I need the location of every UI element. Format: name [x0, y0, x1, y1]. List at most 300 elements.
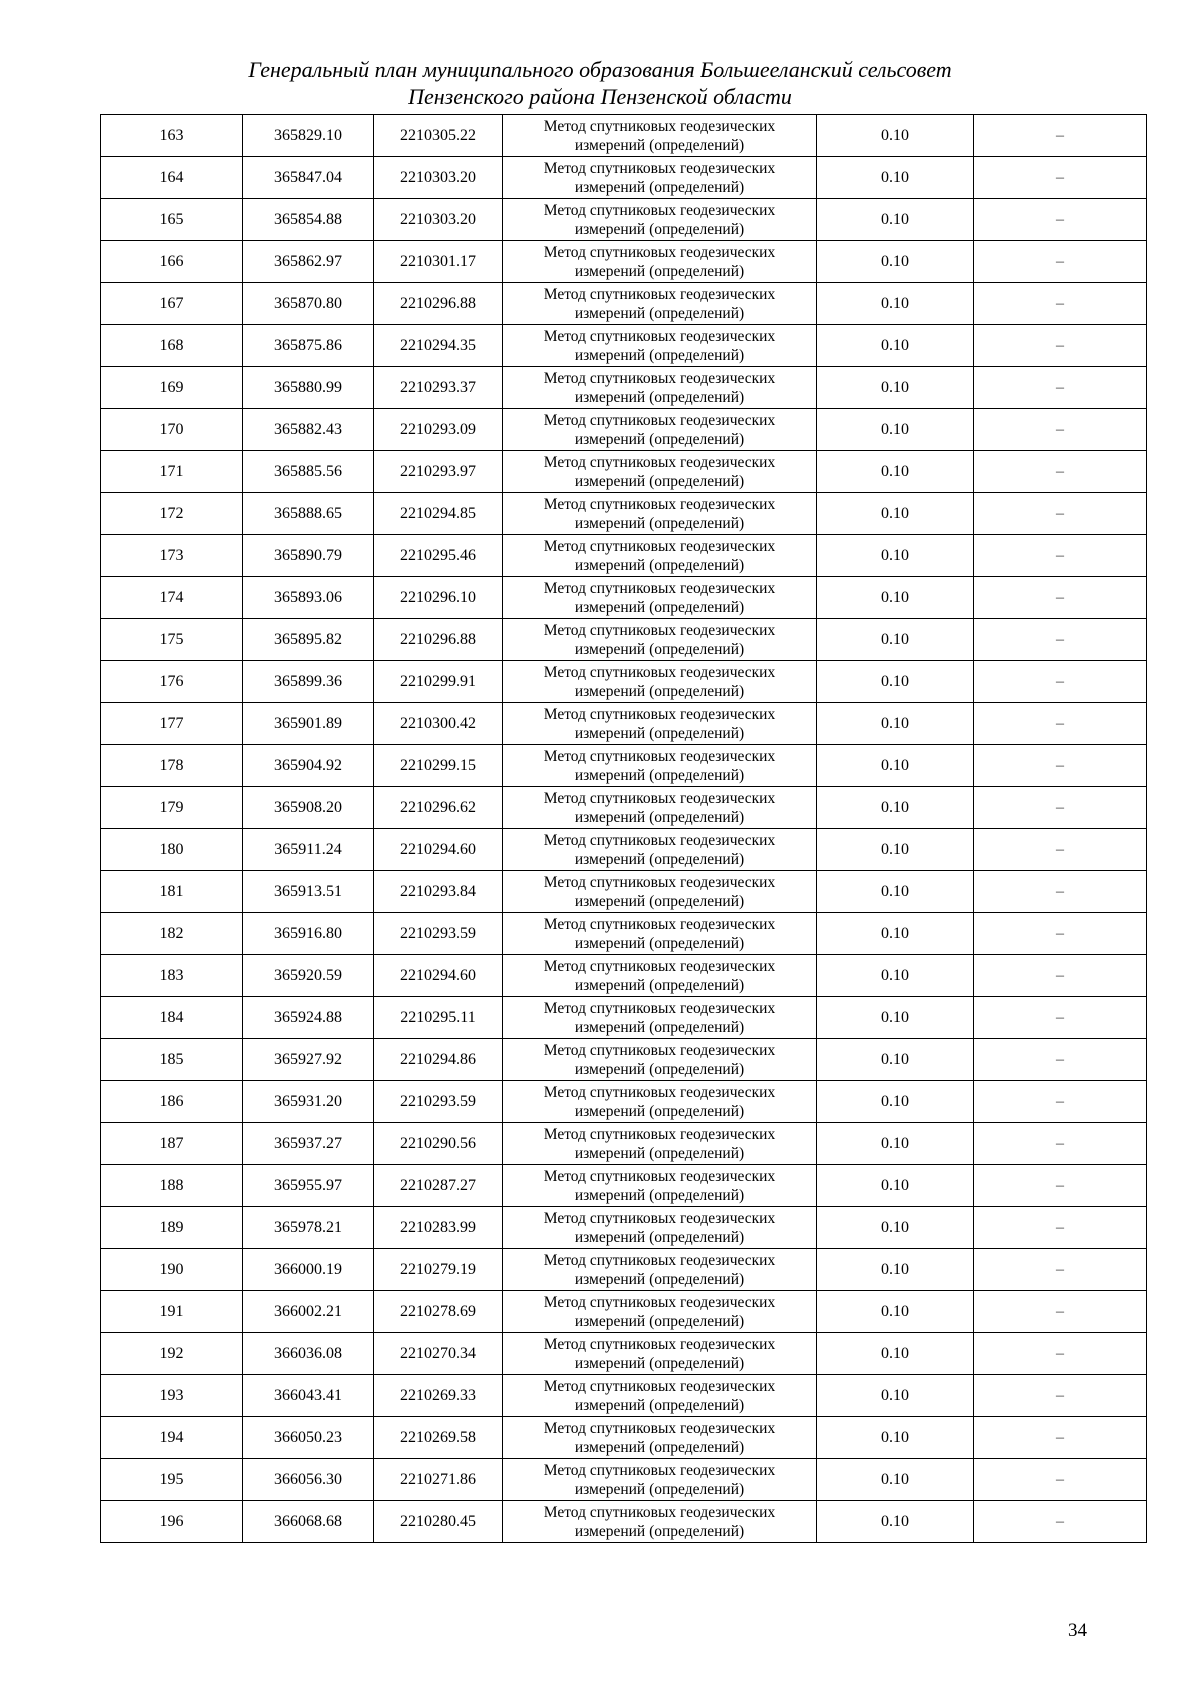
y-coordinate-cell: 2210295.46: [374, 535, 503, 577]
method-line-2: измерений (определений): [574, 1060, 745, 1078]
point-number-cell: 181: [101, 871, 243, 913]
accuracy-cell: 0.10: [817, 241, 974, 283]
description-cell: –: [974, 1207, 1147, 1249]
description-cell: –: [974, 913, 1147, 955]
method-line-1: Метод спутниковых геодезических: [543, 453, 776, 471]
method-line-1: Метод спутниковых геодезических: [543, 1083, 776, 1101]
description-cell: –: [974, 157, 1147, 199]
method-line-2: измерений (определений): [574, 808, 745, 826]
point-number-cell: 191: [101, 1291, 243, 1333]
description-cell: –: [974, 493, 1147, 535]
table-row: [101, 283, 1147, 325]
table-row: [101, 619, 1147, 661]
table-row: [101, 577, 1147, 619]
y-coordinate-cell: 2210299.15: [374, 745, 503, 787]
method-line-1: Метод спутниковых геодезических: [543, 705, 776, 723]
method-line-2: измерений (определений): [574, 1354, 745, 1372]
description-cell: –: [974, 829, 1147, 871]
x-coordinate-cell: 365895.82: [243, 619, 374, 661]
point-number-cell: 173: [101, 535, 243, 577]
x-coordinate-cell: 366050.23: [243, 1417, 374, 1459]
accuracy-cell: 0.10: [817, 325, 974, 367]
x-coordinate-cell: 365920.59: [243, 955, 374, 997]
table-row: [101, 745, 1147, 787]
method-cell: [503, 157, 817, 199]
accuracy-cell: 0.10: [817, 913, 974, 955]
method-line-1: Метод спутниковых геодезических: [543, 1335, 776, 1353]
accuracy-cell: 0.10: [817, 1249, 974, 1291]
x-coordinate-cell: 366043.41: [243, 1375, 374, 1417]
point-number-cell: 196: [101, 1501, 243, 1543]
accuracy-cell: 0.10: [817, 703, 974, 745]
accuracy-cell: 0.10: [817, 1081, 974, 1123]
table-row: [101, 787, 1147, 829]
method-cell: [503, 829, 817, 871]
description-cell: –: [974, 997, 1147, 1039]
table-row: [101, 997, 1147, 1039]
accuracy-cell: 0.10: [817, 1501, 974, 1543]
description-cell: –: [974, 1123, 1147, 1165]
point-number-cell: 184: [101, 997, 243, 1039]
method-cell: [503, 1123, 817, 1165]
description-cell: –: [974, 1249, 1147, 1291]
method-line-1: Метод спутниковых геодезических: [543, 999, 776, 1017]
x-coordinate-cell: 365890.79: [243, 535, 374, 577]
method-line-1: Метод спутниковых геодезических: [543, 201, 776, 219]
table-row: [101, 241, 1147, 283]
point-number-cell: 169: [101, 367, 243, 409]
point-number-cell: 183: [101, 955, 243, 997]
x-coordinate-cell: 365862.97: [243, 241, 374, 283]
method-cell: [503, 199, 817, 241]
table-row: [101, 955, 1147, 997]
description-cell: –: [974, 1039, 1147, 1081]
y-coordinate-cell: 2210296.10: [374, 577, 503, 619]
method-line-1: Метод спутниковых геодезических: [543, 915, 776, 933]
method-line-2: измерений (определений): [574, 724, 745, 742]
coordinates-table-body: [101, 115, 1147, 1543]
point-number-cell: 163: [101, 115, 243, 157]
y-coordinate-cell: 2210294.60: [374, 829, 503, 871]
x-coordinate-cell: 365854.88: [243, 199, 374, 241]
description-cell: –: [974, 1291, 1147, 1333]
x-coordinate-cell: 366002.21: [243, 1291, 374, 1333]
table-row: [101, 157, 1147, 199]
method-line-2: измерений (определений): [574, 850, 745, 868]
method-line-1: Метод спутниковых геодезических: [543, 1041, 776, 1059]
point-number-cell: 194: [101, 1417, 243, 1459]
y-coordinate-cell: 2210280.45: [374, 1501, 503, 1543]
accuracy-cell: 0.10: [817, 493, 974, 535]
x-coordinate-cell: 365885.56: [243, 451, 374, 493]
description-cell: –: [974, 661, 1147, 703]
method-line-2: измерений (определений): [574, 262, 745, 280]
description-cell: –: [974, 199, 1147, 241]
method-line-2: измерений (определений): [574, 430, 745, 448]
method-line-1: Метод спутниковых геодезических: [543, 1167, 776, 1185]
table-row: [101, 451, 1147, 493]
y-coordinate-cell: 2210290.56: [374, 1123, 503, 1165]
method-line-1: Метод спутниковых геодезических: [543, 831, 776, 849]
method-cell: [503, 493, 817, 535]
accuracy-cell: 0.10: [817, 115, 974, 157]
method-line-1: Метод спутниковых геодезических: [543, 789, 776, 807]
method-line-2: измерений (определений): [574, 1144, 745, 1162]
accuracy-cell: 0.10: [817, 871, 974, 913]
table-row: [101, 1333, 1147, 1375]
accuracy-cell: 0.10: [817, 367, 974, 409]
point-number-cell: 168: [101, 325, 243, 367]
point-number-cell: 176: [101, 661, 243, 703]
method-line-2: измерений (определений): [574, 1270, 745, 1288]
method-line-2: измерений (определений): [574, 1312, 745, 1330]
point-number-cell: 167: [101, 283, 243, 325]
method-line-1: Метод спутниковых геодезических: [543, 411, 776, 429]
description-cell: –: [974, 703, 1147, 745]
x-coordinate-cell: 365931.20: [243, 1081, 374, 1123]
method-cell: [503, 871, 817, 913]
method-cell: [503, 703, 817, 745]
method-line-2: измерений (определений): [574, 1438, 745, 1456]
description-cell: –: [974, 745, 1147, 787]
method-line-1: Метод спутниковых геодезических: [543, 159, 776, 177]
y-coordinate-cell: 2210293.84: [374, 871, 503, 913]
method-cell: [503, 787, 817, 829]
table-row: [101, 1375, 1147, 1417]
table-row: [101, 1081, 1147, 1123]
method-line-1: Метод спутниковых геодезических: [543, 957, 776, 975]
point-number-cell: 188: [101, 1165, 243, 1207]
description-cell: –: [974, 871, 1147, 913]
x-coordinate-cell: 365880.99: [243, 367, 374, 409]
method-line-2: измерений (определений): [574, 640, 745, 658]
accuracy-cell: 0.10: [817, 1417, 974, 1459]
x-coordinate-cell: 365893.06: [243, 577, 374, 619]
accuracy-cell: 0.10: [817, 1375, 974, 1417]
method-line-2: измерений (определений): [574, 1018, 745, 1036]
method-line-1: Метод спутниковых геодезических: [543, 1461, 776, 1479]
method-line-1: Метод спутниковых геодезических: [543, 873, 776, 891]
method-line-2: измерений (определений): [574, 1102, 745, 1120]
table-row: [101, 115, 1147, 157]
description-cell: –: [974, 283, 1147, 325]
x-coordinate-cell: 365888.65: [243, 493, 374, 535]
accuracy-cell: 0.10: [817, 1207, 974, 1249]
method-cell: [503, 283, 817, 325]
accuracy-cell: 0.10: [817, 829, 974, 871]
accuracy-cell: 0.10: [817, 619, 974, 661]
x-coordinate-cell: 365899.36: [243, 661, 374, 703]
point-number-cell: 177: [101, 703, 243, 745]
description-cell: –: [974, 955, 1147, 997]
accuracy-cell: 0.10: [817, 745, 974, 787]
point-number-cell: 174: [101, 577, 243, 619]
x-coordinate-cell: 365978.21: [243, 1207, 374, 1249]
method-line-2: измерений (определений): [574, 556, 745, 574]
description-cell: –: [974, 115, 1147, 157]
y-coordinate-cell: 2210269.58: [374, 1417, 503, 1459]
description-cell: –: [974, 1501, 1147, 1543]
table-row: [101, 871, 1147, 913]
table-row: [101, 1291, 1147, 1333]
header-title-line2: Пензенского района Пензенской области: [408, 84, 792, 109]
table-row: [101, 325, 1147, 367]
x-coordinate-cell: 366000.19: [243, 1249, 374, 1291]
x-coordinate-cell: 365924.88: [243, 997, 374, 1039]
point-number-cell: 186: [101, 1081, 243, 1123]
y-coordinate-cell: 2210294.35: [374, 325, 503, 367]
method-line-2: измерений (определений): [574, 1186, 745, 1204]
accuracy-cell: 0.10: [817, 787, 974, 829]
y-coordinate-cell: 2210296.88: [374, 283, 503, 325]
method-line-2: измерений (определений): [574, 388, 745, 406]
table-row: [101, 829, 1147, 871]
x-coordinate-cell: 365870.80: [243, 283, 374, 325]
table-row: [101, 913, 1147, 955]
y-coordinate-cell: 2210295.11: [374, 997, 503, 1039]
description-cell: –: [974, 1459, 1147, 1501]
method-line-1: Метод спутниковых геодезических: [543, 1125, 776, 1143]
method-line-2: измерений (определений): [574, 220, 745, 238]
method-line-2: измерений (определений): [574, 304, 745, 322]
point-number-cell: 180: [101, 829, 243, 871]
method-line-1: Метод спутниковых геодезических: [543, 621, 776, 639]
accuracy-cell: 0.10: [817, 1165, 974, 1207]
y-coordinate-cell: 2210293.97: [374, 451, 503, 493]
description-cell: –: [974, 241, 1147, 283]
y-coordinate-cell: 2210294.60: [374, 955, 503, 997]
point-number-cell: 178: [101, 745, 243, 787]
method-line-2: измерений (определений): [574, 1480, 745, 1498]
y-coordinate-cell: 2210287.27: [374, 1165, 503, 1207]
point-number-cell: 164: [101, 157, 243, 199]
method-line-2: измерений (определений): [574, 934, 745, 952]
x-coordinate-cell: 365875.86: [243, 325, 374, 367]
method-line-1: Метод спутниковых геодезических: [543, 1377, 776, 1395]
method-cell: [503, 745, 817, 787]
point-number-cell: 175: [101, 619, 243, 661]
x-coordinate-cell: 366068.68: [243, 1501, 374, 1543]
y-coordinate-cell: 2210293.59: [374, 1081, 503, 1123]
method-line-1: Метод спутниковых геодезических: [543, 327, 776, 345]
method-line-1: Метод спутниковых геодезических: [543, 1293, 776, 1311]
method-line-2: измерений (определений): [574, 1522, 745, 1540]
accuracy-cell: 0.10: [817, 1459, 974, 1501]
description-cell: –: [974, 409, 1147, 451]
method-line-2: измерений (определений): [574, 136, 745, 154]
point-number-cell: 171: [101, 451, 243, 493]
method-line-1: Метод спутниковых геодезических: [543, 579, 776, 597]
x-coordinate-cell: 365904.92: [243, 745, 374, 787]
point-number-cell: 166: [101, 241, 243, 283]
table-row: [101, 703, 1147, 745]
x-coordinate-cell: 365937.27: [243, 1123, 374, 1165]
method-line-2: измерений (определений): [574, 472, 745, 490]
method-line-1: Метод спутниковых геодезических: [543, 117, 776, 135]
point-number-cell: 165: [101, 199, 243, 241]
y-coordinate-cell: 2210270.34: [374, 1333, 503, 1375]
method-cell: [503, 1291, 817, 1333]
point-number-cell: 170: [101, 409, 243, 451]
y-coordinate-cell: 2210278.69: [374, 1291, 503, 1333]
method-cell: [503, 1039, 817, 1081]
accuracy-cell: 0.10: [817, 157, 974, 199]
method-cell: [503, 1165, 817, 1207]
point-number-cell: 190: [101, 1249, 243, 1291]
table-row: [101, 409, 1147, 451]
description-cell: –: [974, 1375, 1147, 1417]
description-cell: –: [974, 577, 1147, 619]
table-row: [101, 493, 1147, 535]
method-cell: [503, 1375, 817, 1417]
accuracy-cell: 0.10: [817, 1123, 974, 1165]
x-coordinate-cell: 365908.20: [243, 787, 374, 829]
y-coordinate-cell: 2210271.86: [374, 1459, 503, 1501]
x-coordinate-cell: 366036.08: [243, 1333, 374, 1375]
accuracy-cell: 0.10: [817, 577, 974, 619]
y-coordinate-cell: 2210293.09: [374, 409, 503, 451]
y-coordinate-cell: 2210301.17: [374, 241, 503, 283]
method-cell: [503, 619, 817, 661]
method-line-1: Метод спутниковых геодезических: [543, 1419, 776, 1437]
point-number-cell: 192: [101, 1333, 243, 1375]
method-line-1: Метод спутниковых геодезических: [543, 495, 776, 513]
method-line-1: Метод спутниковых геодезических: [543, 1251, 776, 1269]
description-cell: –: [974, 1417, 1147, 1459]
table-row: [101, 367, 1147, 409]
point-number-cell: 185: [101, 1039, 243, 1081]
point-number-cell: 172: [101, 493, 243, 535]
method-cell: [503, 535, 817, 577]
method-line-1: Метод спутниковых геодезических: [543, 285, 776, 303]
description-cell: –: [974, 1333, 1147, 1375]
accuracy-cell: 0.10: [817, 283, 974, 325]
y-coordinate-cell: 2210269.33: [374, 1375, 503, 1417]
method-cell: [503, 1417, 817, 1459]
method-cell: [503, 1081, 817, 1123]
y-coordinate-cell: 2210303.20: [374, 199, 503, 241]
table-row: [101, 1459, 1147, 1501]
description-cell: –: [974, 451, 1147, 493]
accuracy-cell: 0.10: [817, 1039, 974, 1081]
coordinates-table: [100, 114, 1147, 1543]
point-number-cell: 195: [101, 1459, 243, 1501]
x-coordinate-cell: 365829.10: [243, 115, 374, 157]
table-row: [101, 1417, 1147, 1459]
y-coordinate-cell: 2210300.42: [374, 703, 503, 745]
table-row: [101, 1249, 1147, 1291]
y-coordinate-cell: 2210293.37: [374, 367, 503, 409]
x-coordinate-cell: 365916.80: [243, 913, 374, 955]
y-coordinate-cell: 2210296.62: [374, 787, 503, 829]
x-coordinate-cell: 365913.51: [243, 871, 374, 913]
method-cell: [503, 1249, 817, 1291]
description-cell: –: [974, 325, 1147, 367]
table-row: [101, 1501, 1147, 1543]
point-number-cell: 193: [101, 1375, 243, 1417]
method-line-1: Метод спутниковых геодезических: [543, 1503, 776, 1521]
x-coordinate-cell: 365955.97: [243, 1165, 374, 1207]
x-coordinate-cell: 365847.04: [243, 157, 374, 199]
page-number: 34: [1068, 1620, 1087, 1641]
accuracy-cell: 0.10: [817, 535, 974, 577]
x-coordinate-cell: 365882.43: [243, 409, 374, 451]
table-row: [101, 661, 1147, 703]
table-row: [101, 1123, 1147, 1165]
method-line-1: Метод спутниковых геодезических: [543, 369, 776, 387]
method-line-1: Метод спутниковых геодезических: [543, 1209, 776, 1227]
method-cell: [503, 661, 817, 703]
y-coordinate-cell: 2210279.19: [374, 1249, 503, 1291]
point-number-cell: 179: [101, 787, 243, 829]
method-line-1: Метод спутниковых геодезических: [543, 747, 776, 765]
y-coordinate-cell: 2210303.20: [374, 157, 503, 199]
y-coordinate-cell: 2210294.86: [374, 1039, 503, 1081]
method-line-2: измерений (определений): [574, 1396, 745, 1414]
x-coordinate-cell: 366056.30: [243, 1459, 374, 1501]
description-cell: –: [974, 367, 1147, 409]
method-cell: [503, 913, 817, 955]
method-cell: [503, 955, 817, 997]
accuracy-cell: 0.10: [817, 199, 974, 241]
description-cell: –: [974, 787, 1147, 829]
method-line-1: Метод спутниковых геодезических: [543, 537, 776, 555]
accuracy-cell: 0.10: [817, 955, 974, 997]
y-coordinate-cell: 2210294.85: [374, 493, 503, 535]
method-line-2: измерений (определений): [574, 892, 745, 910]
table-row: [101, 1165, 1147, 1207]
y-coordinate-cell: 2210299.91: [374, 661, 503, 703]
table-row: [101, 1207, 1147, 1249]
method-cell: [503, 451, 817, 493]
method-cell: [503, 1333, 817, 1375]
method-line-2: измерений (определений): [574, 976, 745, 994]
accuracy-cell: 0.10: [817, 451, 974, 493]
accuracy-cell: 0.10: [817, 1333, 974, 1375]
description-cell: –: [974, 1165, 1147, 1207]
x-coordinate-cell: 365927.92: [243, 1039, 374, 1081]
method-line-1: Метод спутниковых геодезических: [543, 243, 776, 261]
method-cell: [503, 1207, 817, 1249]
x-coordinate-cell: 365911.24: [243, 829, 374, 871]
accuracy-cell: 0.10: [817, 1291, 974, 1333]
point-number-cell: 182: [101, 913, 243, 955]
method-cell: [503, 1459, 817, 1501]
method-cell: [503, 1501, 817, 1543]
method-line-2: измерений (определений): [574, 514, 745, 532]
method-cell: [503, 997, 817, 1039]
description-cell: –: [974, 619, 1147, 661]
accuracy-cell: 0.10: [817, 997, 974, 1039]
table-row: [101, 535, 1147, 577]
y-coordinate-cell: 2210293.59: [374, 913, 503, 955]
method-cell: [503, 409, 817, 451]
document-header: [0, 56, 1200, 110]
y-coordinate-cell: 2210305.22: [374, 115, 503, 157]
method-line-2: измерений (определений): [574, 178, 745, 196]
accuracy-cell: 0.10: [817, 661, 974, 703]
method-line-2: измерений (определений): [574, 346, 745, 364]
method-line-2: измерений (определений): [574, 598, 745, 616]
table-row: [101, 1039, 1147, 1081]
accuracy-cell: 0.10: [817, 409, 974, 451]
method-cell: [503, 577, 817, 619]
description-cell: –: [974, 1081, 1147, 1123]
method-cell: [503, 325, 817, 367]
table-row: [101, 199, 1147, 241]
method-line-1: Метод спутниковых геодезических: [543, 663, 776, 681]
y-coordinate-cell: 2210296.88: [374, 619, 503, 661]
